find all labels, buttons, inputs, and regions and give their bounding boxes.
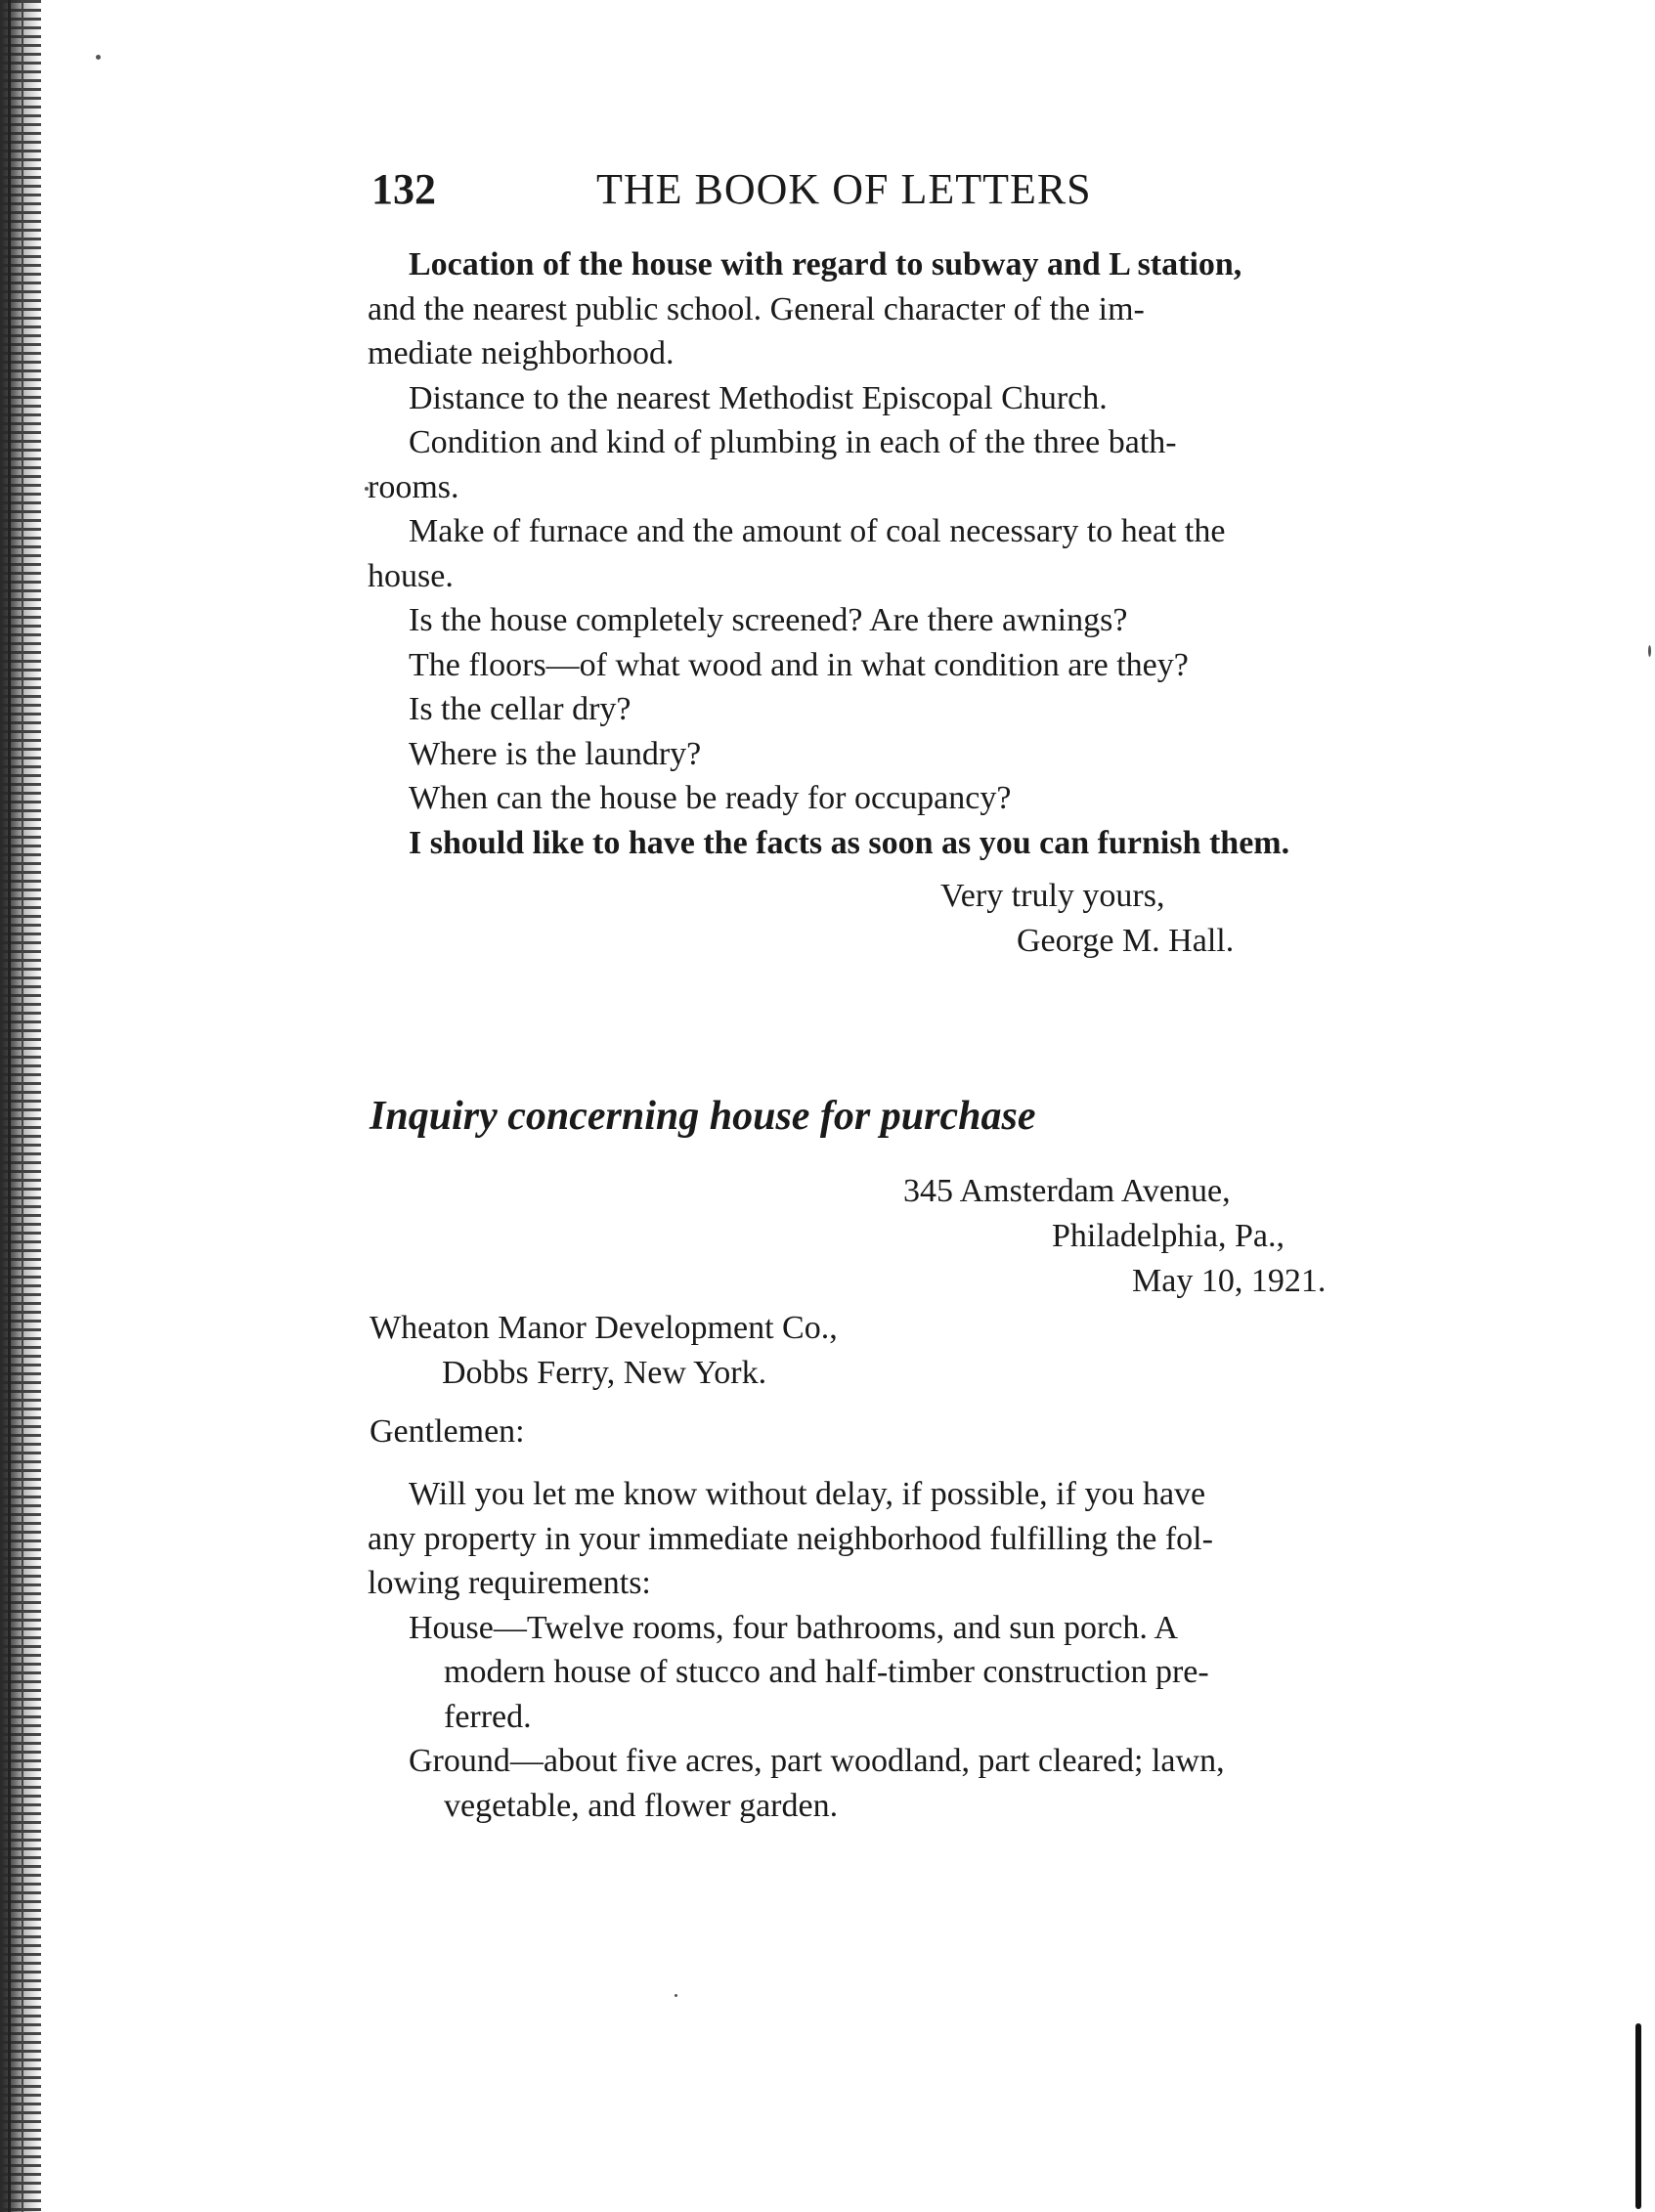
requirement-line: ferred. bbox=[444, 1698, 532, 1735]
page-edge-mark bbox=[1635, 2023, 1641, 2209]
requirement-line: vegetable, and flower garden. bbox=[444, 1787, 839, 1824]
spine-edge-line bbox=[8, 0, 11, 2212]
letter-line: The floors—of what wood and in what condition are they? bbox=[409, 646, 1189, 683]
scan-speck bbox=[96, 55, 101, 60]
letter-line: rooms. bbox=[368, 468, 459, 505]
letter-line: and the nearest public school. General character of the im- bbox=[368, 290, 1145, 327]
letter-line: Is the cellar dry? bbox=[409, 691, 632, 727]
page-number: 132 bbox=[371, 165, 436, 213]
book-spine-shadow bbox=[0, 0, 41, 2212]
letter-closing: Very truly yours, bbox=[940, 878, 1165, 914]
running-title: THE BOOK OF LETTERS bbox=[596, 165, 1092, 213]
letter-line: Is the house completely screened? Are there awnings? bbox=[409, 602, 1128, 638]
requirement-line: modern house of stucco and half-timber construction pre- bbox=[444, 1654, 1209, 1690]
body-line: any property in your immediate neighborhood fulfilling the fol- bbox=[368, 1520, 1213, 1557]
scan-speck bbox=[675, 1994, 677, 1997]
scan-speck bbox=[1648, 645, 1651, 657]
letter-line: mediate neighborhood. bbox=[368, 335, 675, 371]
running-header bbox=[371, 164, 1447, 223]
section-heading: Inquiry concerning house for purchase bbox=[370, 1094, 1036, 1139]
requirement-line: House—Twelve rooms, four bathrooms, and sun porch. A bbox=[409, 1609, 1179, 1646]
letter-line: Condition and kind of plumbing in each of the three bath- bbox=[409, 424, 1177, 460]
letter-line: Make of furnace and the amount of coal necessary to heat the bbox=[409, 513, 1226, 549]
sender-city: Philadelphia, Pa., bbox=[1052, 1218, 1285, 1254]
requirement-line: Ground—about five acres, part woodland, part cleared; lawn, bbox=[409, 1743, 1225, 1779]
letter-line: Where is the laundry? bbox=[409, 735, 702, 772]
sender-street: 345 Amsterdam Avenue, bbox=[903, 1173, 1231, 1209]
letter-line: house. bbox=[368, 557, 454, 594]
letter-body bbox=[368, 1472, 1414, 1828]
letter-signature: George M. Hall. bbox=[1017, 923, 1235, 959]
letter-line: When can the house be ready for occupancy? bbox=[409, 780, 1012, 816]
body-line: Will you let me know without delay, if possible, if you have bbox=[409, 1476, 1206, 1512]
letter-line: Distance to the nearest Methodist Episcopal Church. bbox=[409, 379, 1108, 416]
body-line: lowing requirements: bbox=[368, 1565, 651, 1601]
salutation: Gentlemen: bbox=[370, 1413, 525, 1450]
letter-line: I should like to have the facts as soon as you can furnish them. bbox=[409, 824, 1290, 861]
recipient-location: Dobbs Ferry, New York. bbox=[442, 1355, 767, 1391]
letter-date: May 10, 1921. bbox=[1132, 1263, 1327, 1299]
spine-edge-line bbox=[22, 0, 23, 2212]
letter-line: Location of the house with regard to subway and L station, bbox=[409, 246, 1242, 282]
letter-continuation bbox=[368, 242, 1414, 865]
recipient-name: Wheaton Manor Development Co., bbox=[370, 1310, 838, 1346]
